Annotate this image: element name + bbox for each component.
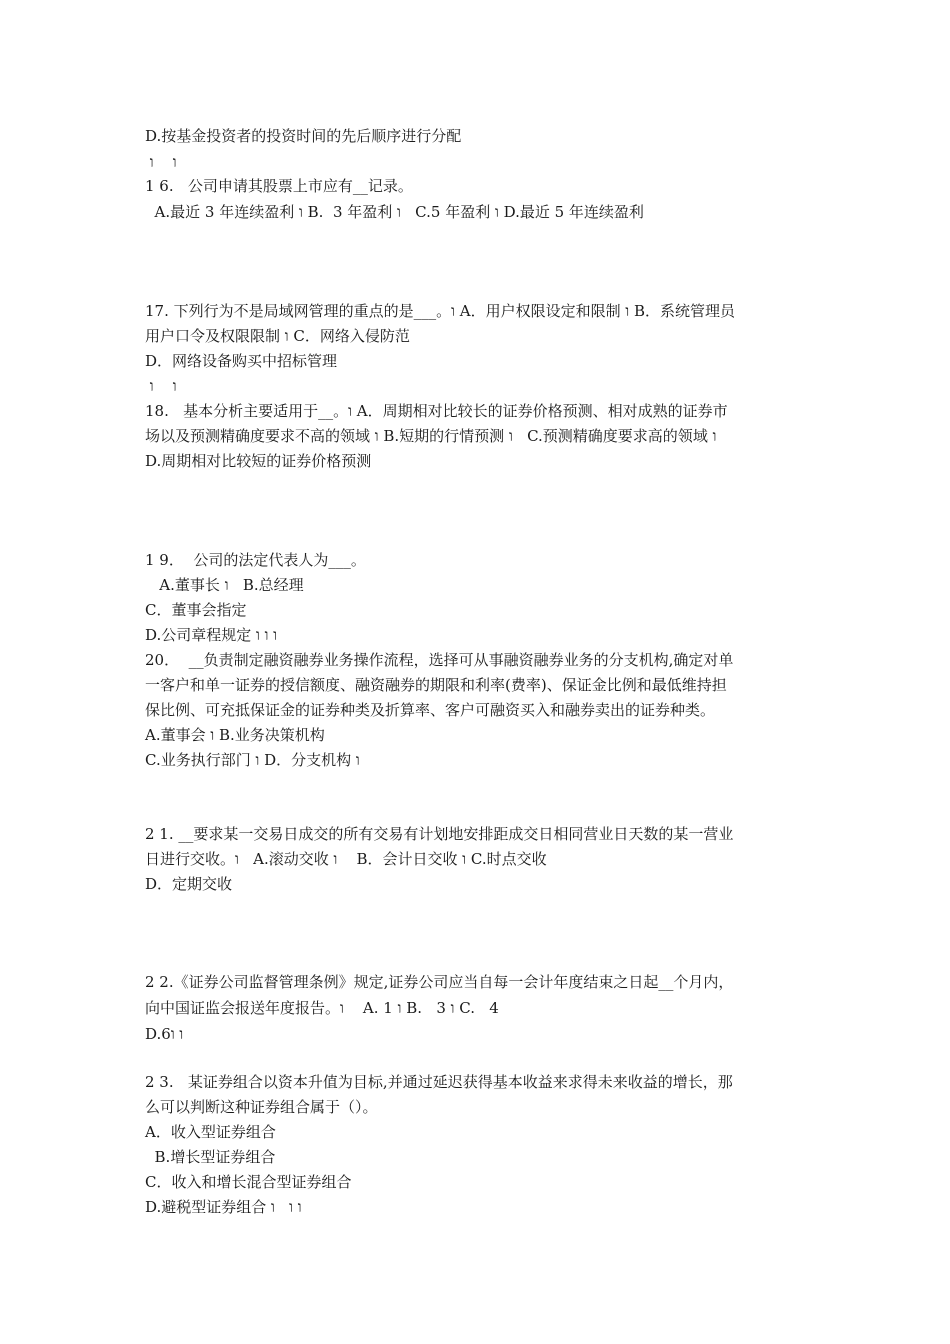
text-line: 2 1. __要求某一交易日成交的所有交易有计划地安排距成交日相同营业日天数的某一营业 xyxy=(145,825,734,843)
text-line: D.6ו ו xyxy=(145,1025,184,1043)
text-line: 18. 基本分析主要适用于__。ו A．周期相对比较长的证券价格预测、相对成熟的证券市 xyxy=(145,402,728,420)
text-line: 一客户和单一证券的授信额度、融资融券的期限和利率(费率)、保证金比例和最低维持担 xyxy=(145,676,727,694)
text-line: 么可以判断这种证券组合属于（）。 xyxy=(145,1098,378,1116)
text-line: C．收入和增长混合型证券组合 xyxy=(145,1173,352,1191)
text-line: 2 2.《证券公司监督管理条例》规定,证券公司应当自每一会计年度结束之日起__个月内， xyxy=(145,973,734,991)
text-line: D.按基金投资者的投资时间的先后顺序进行分配 xyxy=(145,127,462,145)
text-line: A.董事会 ו B.业务决策机构 xyxy=(145,726,325,744)
text-line: 场以及预测精确度要求不高的领域 ו B.短期的行情预测 ו C.预测精确度要求高的领域 ו xyxy=(145,427,717,445)
text-line: B.增长型证券组合 xyxy=(145,1148,276,1166)
text-line: 1 6. 公司申请其股票上市应有__记录。 xyxy=(145,177,413,195)
text-line: 用户口令及权限限制 ו C．网络入侵防范 xyxy=(145,327,410,345)
text-line: C．董事会指定 xyxy=(145,601,247,619)
text-line: D.周期相对比较短的证券价格预测 xyxy=(145,452,372,470)
text-line: ו ו xyxy=(145,377,177,395)
text-line: 日进行交收。ו A.滚动交收 ו B．会计日交收 ו C.时点交收 xyxy=(145,850,547,868)
text-line: 1 9． 公司的法定代表人为___。 xyxy=(145,551,366,569)
text-line: 17. 下列行为不是局域网管理的重点的是___。ו A．用户权限设定和限制 ו B．系统管理员 xyxy=(145,302,735,320)
text-line: D．定期交收 xyxy=(145,875,233,893)
text-line: A．收入型证券组合 xyxy=(145,1123,276,1141)
text-line: A.最近 3 年连续盈利 ו B. 3 年盈利 ו C.5 年盈利 ו D.最近 5 年连续盈利 xyxy=(145,203,644,221)
text-line: D.避税型证券组合 ו ו ו xyxy=(145,1198,302,1216)
text-line: 保比例、可充抵保证金的证券种类及折算率、客户可融资买入和融券卖出的证券种类。 xyxy=(145,701,716,719)
text-line: ו ו xyxy=(145,153,177,171)
text-line: D．网络设备购买中招标管理 xyxy=(145,352,338,370)
text-line: C.业务执行部门 ו D．分支机构 ו xyxy=(145,751,360,769)
text-line: 2 3. 某证券组合以资本升值为目标,并通过延迟获得基本收益来求得未来收益的增长，那 xyxy=(145,1073,733,1091)
text-line: A.董事长 ו B.总经理 xyxy=(145,576,304,594)
text-line: D.公司章程规定 ו ו ו xyxy=(145,626,278,644)
text-line: 20． __负责制定融资融券业务操作流程，选择可从事融资融券业务的分支机构,确定对单 xyxy=(145,651,734,669)
text-line: 向中国证监会报送年度报告。ו A. 1 ו B. 3 ו C. 4 xyxy=(145,999,499,1017)
